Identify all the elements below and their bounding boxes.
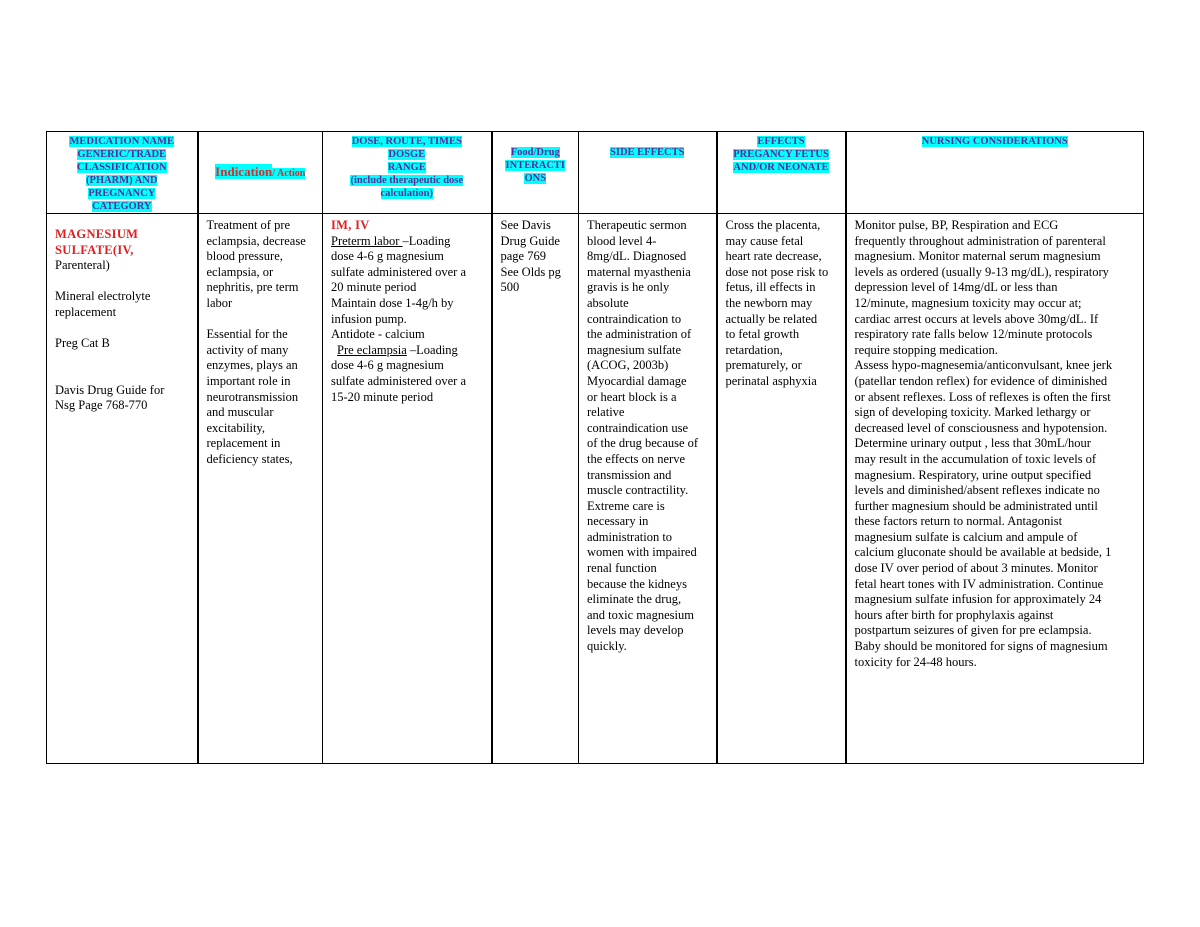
side-effects-line: Therapeutic sermon xyxy=(587,218,687,232)
drug-classification-line: Mineral electrolyte xyxy=(55,289,151,304)
header-effects xyxy=(717,132,846,214)
drug-classification-line: replacement xyxy=(55,304,117,319)
effects-line: retardation, xyxy=(725,342,783,357)
side-effects-line: gravis is he only xyxy=(587,280,670,295)
nursing-line: depression level of 14mg/dL or less than xyxy=(854,280,1058,295)
food-drug-line: page 769 xyxy=(500,249,546,264)
food-drug-line: See Davis xyxy=(500,218,551,232)
table-row xyxy=(47,214,1144,764)
header-effects-line: AND/OR NEONATE xyxy=(733,162,829,173)
nursing-line: levels as ordered (usually 9-13 mg/dL), respiratory xyxy=(854,264,1109,279)
header-nursing-label: NURSING CONSIDERATIONS xyxy=(921,136,1068,147)
effects-line: dose not pose risk to xyxy=(725,264,829,279)
nursing-line: may result in the accumulation of toxic levels of xyxy=(854,451,1097,466)
nursing-line: magnesium. Respiratory, urine output specified xyxy=(854,467,1092,482)
indication-line: neurotransmission xyxy=(206,389,299,404)
header-medication-line: GENERIC/TRADE xyxy=(77,149,167,160)
side-effects-line: quickly. xyxy=(587,639,627,654)
dose-preterm-line xyxy=(331,234,485,250)
medication-table xyxy=(46,131,1144,764)
header-dose xyxy=(323,132,492,214)
nursing-line: toxicity for 24-48 hours. xyxy=(854,654,977,669)
nursing-line: levels and diminished/absent reflexes indicate no xyxy=(854,483,1100,498)
drug-name-line2: SULFATE(IV, xyxy=(55,242,134,257)
indication-line: enzymes, plays an xyxy=(206,358,298,373)
header-food-drug xyxy=(492,132,579,214)
side-effects-line: eliminate the drug, xyxy=(587,592,682,607)
side-effects-line: administration to xyxy=(587,529,673,544)
header-indication-sub: / Action xyxy=(272,168,306,179)
nursing-line: 12/minute, magnesium toxicity may occur at; xyxy=(854,295,1082,310)
cell-medication xyxy=(47,214,198,764)
effects-line: prematurely, or xyxy=(725,358,802,373)
effects-line: actually be related xyxy=(725,311,818,326)
header-dose-line: DOSE, ROUTE, TIMES xyxy=(351,136,462,147)
indication-line: important role in xyxy=(206,373,291,388)
header-food-drug-line: INTERACTI xyxy=(505,160,565,171)
dose-line: 15-20 minute period xyxy=(331,389,434,404)
indication-line: labor xyxy=(206,295,233,310)
nursing-line: hours after birth for prophylaxis against xyxy=(854,607,1054,622)
cell-indication xyxy=(198,214,323,764)
header-nursing xyxy=(846,132,1144,214)
nursing-line: postpartum seizures of given for pre eclampsia. xyxy=(854,623,1092,638)
nursing-line: Baby should be monitored for signs of magnesium xyxy=(854,639,1108,654)
nursing-line: these factors return to normal. Antagonist xyxy=(854,514,1063,529)
nursing-line: calcium gluconate should be available at bedside, 1 xyxy=(854,545,1112,560)
indication-line: excitability, xyxy=(206,420,266,435)
nursing-line: Determine urinary output , less that 30mL/hour xyxy=(854,436,1091,451)
dose-line: sulfate administered over a xyxy=(331,264,467,279)
effects-line: perinatal asphyxia xyxy=(725,373,817,388)
dose-line: infusion pump. xyxy=(331,311,407,326)
side-effects-line: levels may develop xyxy=(587,623,684,638)
side-effects-line: magnesium sulfate xyxy=(587,342,682,357)
dose-pre-line xyxy=(331,343,485,359)
side-effects-line: contraindication use xyxy=(587,420,689,435)
header-medication-line: MEDICATION NAME xyxy=(69,136,174,147)
nursing-line: or absent reflexes. Loss of reflexes is often the first xyxy=(854,389,1111,404)
side-effects-line: transmission and xyxy=(587,467,672,482)
effects-line: to fetal growth xyxy=(725,327,800,342)
header-food-drug-line: Food/Drug xyxy=(510,147,560,158)
nursing-line: decreased level of consciousness and hypotension. xyxy=(854,420,1108,435)
side-effects-line: necessary in xyxy=(587,514,649,529)
dose-line: dose 4-6 g magnesium xyxy=(331,249,444,264)
indication-line: eclampsia, decrease xyxy=(206,233,306,248)
indication-line: nephritis, pre term xyxy=(206,280,299,295)
side-effects-line: contraindication to xyxy=(587,311,682,326)
nursing-line: (patellar tendon reflex) for evidence of diminished xyxy=(854,373,1108,388)
side-effects-line: maternal myasthenia xyxy=(587,264,691,279)
header-medication-line: CATEGORY xyxy=(91,201,152,212)
side-effects-line: blood level 4- xyxy=(587,233,657,248)
nursing-line: require stopping medication. xyxy=(854,342,998,357)
side-effects-line: renal function xyxy=(587,561,657,576)
nursing-line: frequently throughout administration of parenteral xyxy=(854,233,1106,248)
side-effects-line: the effects on nerve xyxy=(587,451,685,466)
header-row xyxy=(47,132,1144,214)
side-effects-line: of the drug because of xyxy=(587,436,699,451)
dose-line: Antidote - calcium xyxy=(331,327,425,342)
dose-route: IM, IV xyxy=(331,218,370,232)
nursing-line: further magnesium should be administrated until xyxy=(854,498,1098,513)
header-medication xyxy=(47,132,198,214)
cell-dose xyxy=(323,214,492,764)
dose-preterm-label: Preterm labor xyxy=(331,233,403,248)
header-side-effects xyxy=(579,132,717,214)
dose-pre-text: –Loading xyxy=(406,342,458,357)
nursing-line: dose IV over period of about 3 minutes. Monitor xyxy=(854,561,1098,576)
dose-pre-label: Pre eclampsia xyxy=(337,342,407,357)
effects-line: heart rate decrease, xyxy=(725,249,822,264)
cell-food-drug xyxy=(492,214,579,764)
dose-line: dose 4-6 g magnesium xyxy=(331,358,444,373)
side-effects-line: muscle contractility. xyxy=(587,483,689,498)
header-medication-line: CLASSIFICATION xyxy=(76,162,167,173)
side-effects-line: Extreme care is xyxy=(587,498,665,513)
header-dose-line: DOSGE xyxy=(388,149,426,160)
side-effects-line: relative xyxy=(587,405,625,420)
effects-line: may cause fetal xyxy=(725,233,804,248)
header-effects-line: PREGANCY FETUS xyxy=(733,149,829,160)
header-side-effects-label: SIDE EFFECTS xyxy=(610,147,685,158)
effects-line: fetus, ill effects in xyxy=(725,280,816,295)
indication-line: replacement in xyxy=(206,436,281,451)
header-medication-line: PREGNANCY xyxy=(88,188,156,199)
side-effects-line: (ACOG, 2003b) xyxy=(587,358,669,373)
header-medication-line: (PHARM) AND xyxy=(86,175,158,186)
nursing-line: magnesium. Monitor maternal serum magnesium xyxy=(854,249,1101,264)
header-dose-line: RANGE xyxy=(387,162,426,173)
food-drug-line: 500 xyxy=(500,280,520,295)
nursing-line: magnesium sulfate infusion for approximately 24 xyxy=(854,592,1102,607)
food-drug-line: See Olds pg xyxy=(500,264,561,279)
nursing-line: magnesium sulfate is calcium and ampule of xyxy=(854,529,1078,544)
effects-line: the newborn may xyxy=(725,295,813,310)
side-effects-line: Myocardial damage xyxy=(587,373,687,388)
indication-line: eclampsia, or xyxy=(206,264,274,279)
side-effects-line: because the kidneys xyxy=(587,576,687,591)
indication-line: deficiency states, xyxy=(206,451,293,466)
dose-line: sulfate administered over a xyxy=(331,373,467,388)
drug-preg-cat: Preg Cat B xyxy=(55,336,110,351)
side-effects-line: 8mg/dL. Diagnosed xyxy=(587,249,687,264)
header-dose-line: (include therapeutic dose xyxy=(350,175,464,186)
drug-reference-line: Nsg Page 768-770 xyxy=(55,398,148,413)
cell-effects xyxy=(717,214,846,764)
cell-nursing xyxy=(846,214,1144,764)
dose-line: 20 minute period xyxy=(331,280,417,295)
drug-reference-line: Davis Drug Guide for xyxy=(55,382,165,397)
nursing-line: cardiac arrest occurs at levels above 30mg/dL. If xyxy=(854,311,1099,326)
cell-side-effects xyxy=(579,214,717,764)
side-effects-line: women with impaired xyxy=(587,545,697,560)
dose-line: Maintain dose 1-4g/h by xyxy=(331,295,454,310)
header-indication xyxy=(198,132,323,214)
food-drug-line: Drug Guide xyxy=(500,233,560,248)
side-effects-line: and toxic magnesium xyxy=(587,607,694,622)
effects-line: Cross the placenta, xyxy=(725,218,821,232)
indication-line: and muscular xyxy=(206,405,274,420)
header-indication-main: Indication xyxy=(215,164,273,179)
indication-line: blood pressure, xyxy=(206,249,283,264)
nursing-line: sign of developing toxicity. Marked lethargy or xyxy=(854,405,1091,420)
nursing-line: fetal heart tones with IV administration. Continue xyxy=(854,576,1104,591)
dose-preterm-text: –Loading xyxy=(402,233,451,248)
drug-name-line1: MAGNESIUM xyxy=(55,227,139,241)
drug-route: Parenteral) xyxy=(55,258,110,273)
nursing-line: respiratory rate falls below 12/minute protocols xyxy=(854,327,1093,342)
indication-line: Essential for the xyxy=(206,327,288,342)
header-effects-line: EFFECTS xyxy=(757,136,805,147)
header-dose-line: calculation) xyxy=(380,188,433,199)
header-food-drug-line: ONS xyxy=(524,173,547,184)
indication-line: activity of many xyxy=(206,342,289,357)
side-effects-line: or heart block is a xyxy=(587,389,677,404)
indication-line: Treatment of pre xyxy=(206,218,291,232)
side-effects-line: the administration of xyxy=(587,327,692,342)
side-effects-line: absolute xyxy=(587,295,629,310)
nursing-line: Assess hypo-magnesemia/anticonvulsant, knee jerk xyxy=(854,358,1113,373)
nursing-line: Monitor pulse, BP, Respiration and ECG xyxy=(854,218,1059,232)
